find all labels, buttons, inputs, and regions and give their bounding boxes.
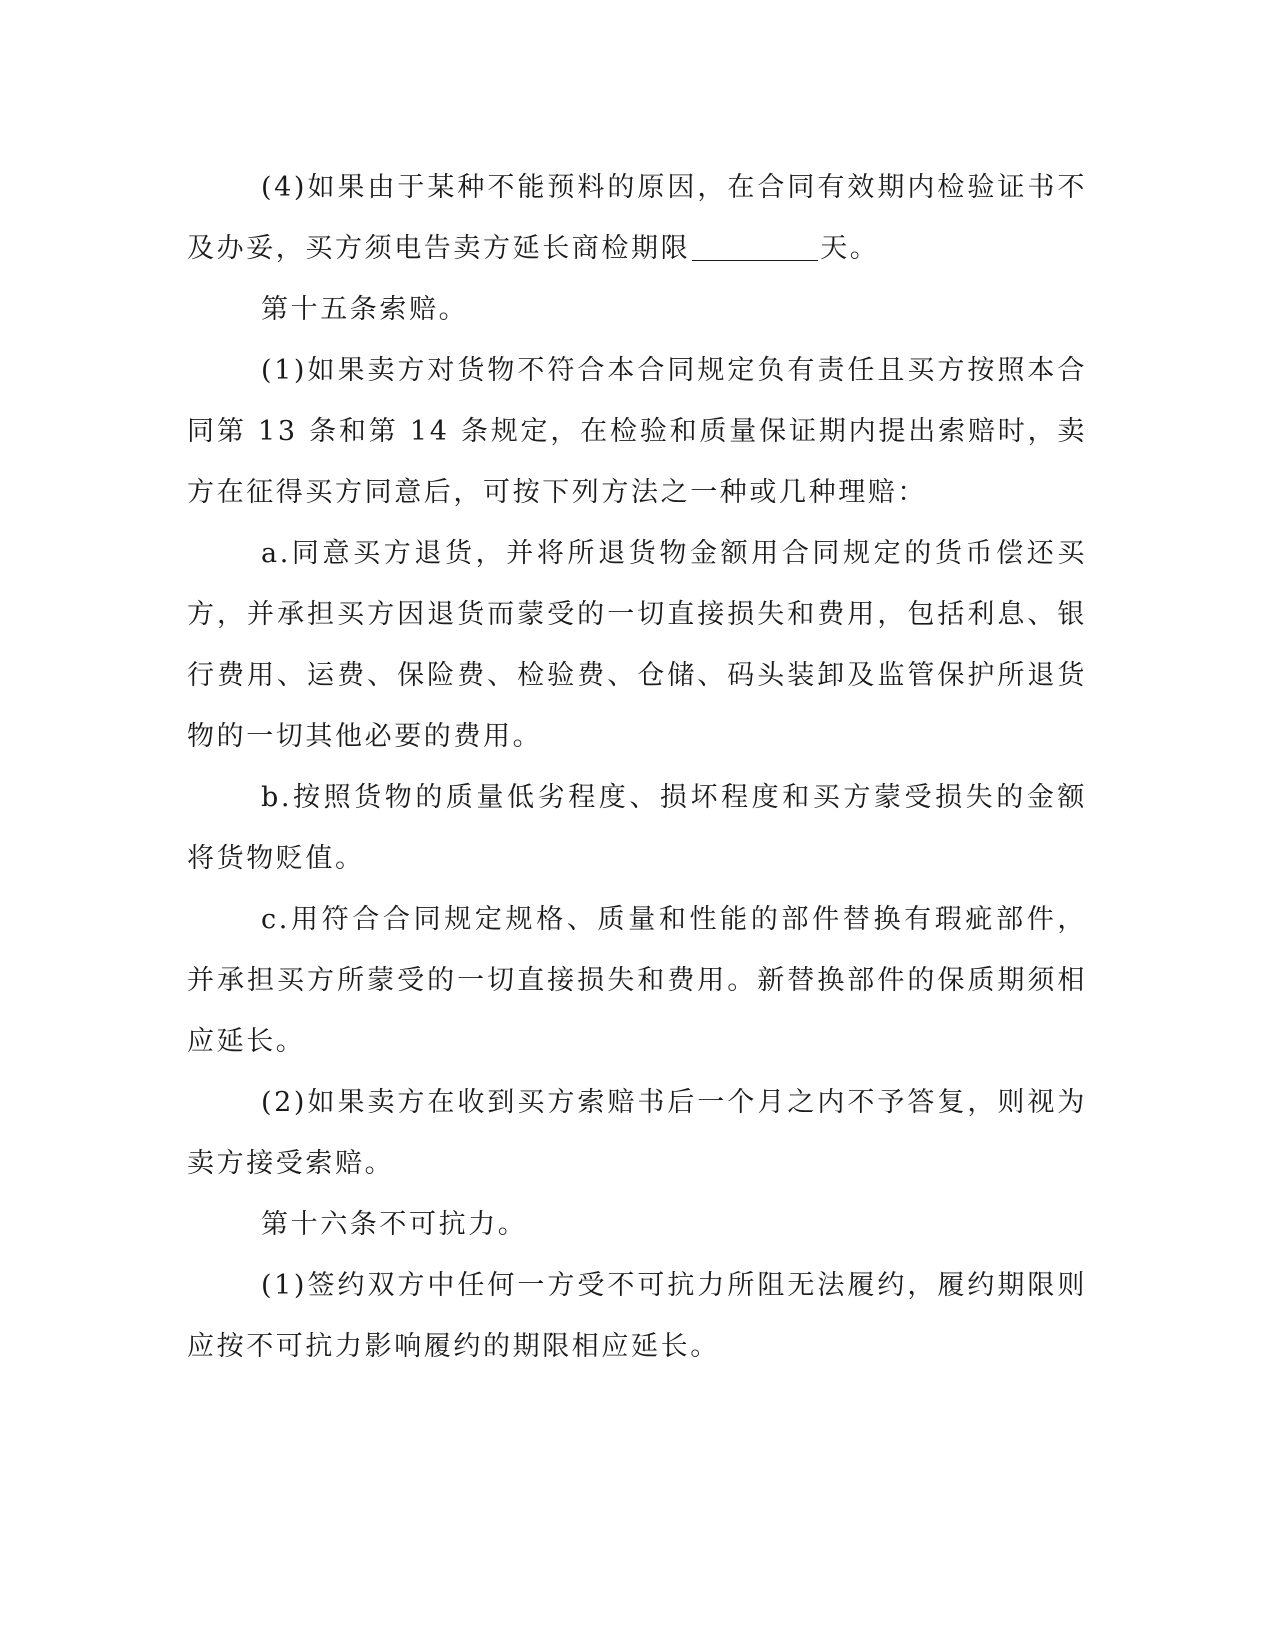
paragraph-clause-4-inspection-extension [187,157,1087,279]
paragraph-clause-15-1: (1)如果卖方对货物不符合本合同规定负有责任且买方按照本合同第 13 条和第 14 条规定，在检验和质量保证期内提出索赔时，卖方在征得买方同意后，可按下列方法之一种或几种理赔： [187,355,1087,508]
paragraph-clause-15-1-b: b.按照货物的质量低劣程度、损坏程度和买方蒙受损失的金额将货物贬值。 [187,782,1087,874]
article-15-heading: 第十五条索赔。 [261,294,469,325]
paragraph-clause-15-2: (2)如果卖方在收到买方索赔书后一个月之内不予答复，则视为卖方接受索赔。 [187,1087,1087,1179]
paragraph-text: 天。 [820,233,880,264]
fill-in-blank-days [692,230,818,261]
paragraph-clause-15-1-a: a.同意买方退货，并将所退货物金额用合同规定的货币偿还买方，并承担买方因退货而蒙受的一切直接损失和费用，包括利息、银行费用、运费、保险费、检验费、仓储、码头装卸及监管保护所退货物的一切其他必要的费用。 [187,538,1087,752]
article-16-heading: 第十六条不可抗力。 [261,1209,528,1240]
paragraph-text: (4)如果由于某种不能预料的原因，在合同有效期内检验证书不及办妥，买方须电告卖方延长商检期限 [187,172,1087,264]
document-body [187,157,1087,1377]
paragraph-clause-15-1-c: c.用符合合同规定规格、质量和性能的部件替换有瑕疵部件，并承担买方所蒙受的一切直接损失和费用。新替换部件的保质期须相应延长。 [187,904,1087,1057]
paragraph-clause-16-1: (1)签约双方中任何一方受不可抗力所阻无法履约，履约期限则应按不可抗力影响履约的期限相应延长。 [187,1270,1087,1362]
